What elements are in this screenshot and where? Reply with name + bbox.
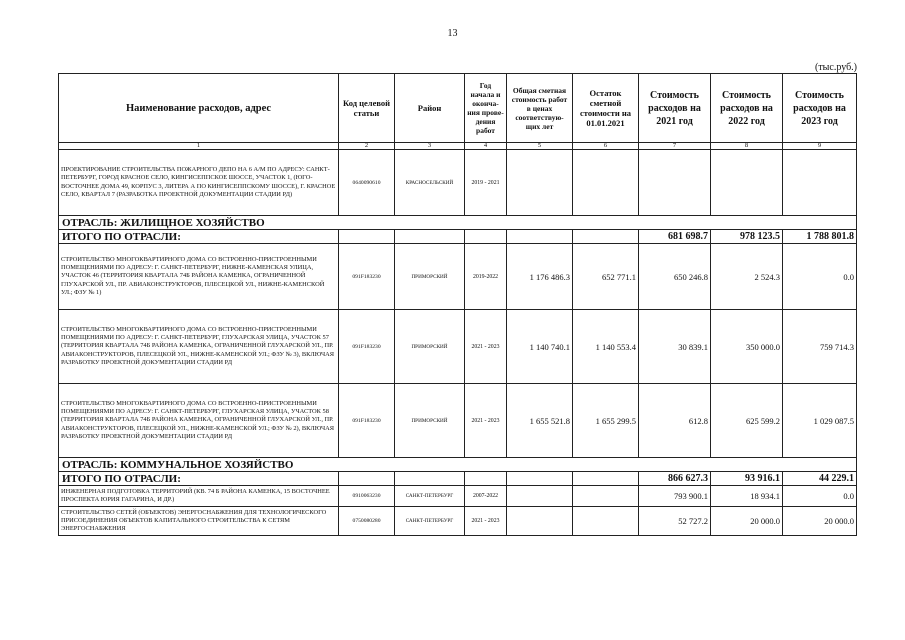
column-number: 2 (339, 143, 395, 150)
cost-2023: 0.0 (783, 244, 857, 310)
work-years: 2021 - 2023 (465, 507, 507, 536)
work-years: 2021 - 2023 (465, 384, 507, 458)
total-2023: 1 788 801.8 (783, 230, 857, 244)
total-cost: 1 176 486.3 (507, 244, 573, 310)
empty-cell (465, 472, 507, 486)
expense-name: ИНЖЕНЕРНАЯ ПОДГОТОВКА ТЕРРИТОРИЙ (КВ. 74 Б РАЙОНА КАМЕНКА, 15 ВОСТОЧНЕЕ ПРОСПЕКТА ЮРИЯ ГАГАРИНА, И ДР.) (59, 486, 339, 507)
cost-2021: 612.8 (639, 384, 711, 458)
column-number: 3 (395, 143, 465, 150)
expense-name: СТРОИТЕЛЬСТВО МНОГОКВАРТИРНОГО ДОМА СО ВСТРОЕННО-ПРИСТРОЕННЫМИ ПОМЕЩЕНИЯМИ ПО АДРЕСУ: Г. САНКТ-ПЕТЕРБУРГ, ГЛУХАРСКАЯ УЛИЦА, УЧАСТОК 58 (ТЕРРИТОРИЯ КВАРТАЛА 74Б РАЙОНА КАМЕНКА, ОГРАНИЧЕННОЙ ГЛУХАРСКОЙ УЛ., ПР. АВИАКОНСТРУКТОРОВ, ПЛЕСЕЦКОЙ УЛ., НИЖНЕ-КАМЕНСКОЙ УЛ.; ФЗУ № 2), ВКЛЮЧАЯ РАЗРАБОТКУ ПРОЕКТНОЙ ДОКУМЕНТАЦИИ СТАДИИ РД (59, 384, 339, 458)
header-cost-2021: Стоимость расходов на 2021 год (639, 74, 711, 143)
table-row (59, 150, 857, 216)
total-cost (507, 150, 573, 216)
table-row (59, 310, 857, 384)
header-name: Наименование расходов, адрес (59, 74, 339, 143)
column-number: 8 (711, 143, 783, 150)
cost-2022: 350 000.0 (711, 310, 783, 384)
cost-2022: 2 524.3 (711, 244, 783, 310)
section-row (59, 216, 857, 230)
cost-2021 (639, 150, 711, 216)
cost-2023: 0.0 (783, 486, 857, 507)
total-cost (507, 507, 573, 536)
column-number: 4 (465, 143, 507, 150)
total-row (59, 472, 857, 486)
cost-2022: 625 599.2 (711, 384, 783, 458)
work-years: 2021 - 2023 (465, 310, 507, 384)
target-code: 091F183230 (339, 244, 395, 310)
cost-2022: 18 934.1 (711, 486, 783, 507)
total-2021: 681 698.7 (639, 230, 711, 244)
header-remaining: Остаток сметной стоимости на 01.01.2021 (573, 74, 639, 143)
cost-2022: 20 000.0 (711, 507, 783, 536)
empty-cell (573, 230, 639, 244)
work-years: 2019-2022 (465, 244, 507, 310)
expense-name: ПРОЕКТИРОВАНИЕ СТРОИТЕЛЬСТВА ПОЖАРНОГО ДЕПО НА 6 А/М ПО АДРЕСУ: САНКТ-ПЕТЕРБУРГ, ГОРОД КРАСНОЕ СЕЛО, КИНГИСЕППСКОЕ ШОССЕ, УЧАСТОК 1, (ЮГО-ВОСТОЧНЕЕ ДОМА 49, КОРПУС 3, ЛИТЕРА А ПО КИНГИСЕППСКОМУ ШОССЕ), Г. КРАСНОЕ СЕЛО, КВАРТАЛ 7 (РАЗРАБОТКА ПРОЕКТНОЙ ДОКУМЕНТАЦИИ СТАДИИ РД) (59, 150, 339, 216)
cost-2023: 759 714.3 (783, 310, 857, 384)
table-row (59, 486, 857, 507)
column-number: 9 (783, 143, 857, 150)
empty-cell (395, 472, 465, 486)
units-label: (тыс.руб.) (814, 62, 857, 73)
cost-2021: 793 900.1 (639, 486, 711, 507)
table-row (59, 384, 857, 458)
empty-cell (465, 230, 507, 244)
total-2023: 44 229.1 (783, 472, 857, 486)
target-code: 091F183230 (339, 310, 395, 384)
page-number: 13 (447, 28, 458, 39)
header-total-cost: Общая сметная стоимость работ в ценах соответствую-щих лет (507, 74, 573, 143)
district: САНКТ-ПЕТЕРБУРГ (395, 486, 465, 507)
total-row (59, 230, 857, 244)
expense-name: СТРОИТЕЛЬСТВО МНОГОКВАРТИРНОГО ДОМА СО ВСТРОЕННО-ПРИСТРОЕННЫМИ ПОМЕЩЕНИЯМИ ПО АДРЕСУ: Г. САНКТ-ПЕТЕРБУРГ, НИЖНЕ-КАМЕНСКАЯ УЛИЦА, УЧАСТОК 46 (ТЕРРИТОРИЯ КВАРТАЛА 74Б РАЙОНА КАМЕНКА, ОГРАНИЧЕННОЙ ГЛУХАРСКОЙ УЛ., ПР. АВИАКОНСТРУКТОРОВ, ПЛЕСЕЦКОЙ УЛ., НИЖНЕ-КАМЕНСКОЙ УЛ.; ФЗУ № 1) (59, 244, 339, 310)
header-row (59, 74, 857, 143)
section-title: ОТРАСЛЬ: КОММУНАЛЬНОЕ ХОЗЯЙСТВО (59, 458, 857, 472)
remaining-cost (573, 486, 639, 507)
table-row (59, 507, 857, 536)
total-cost: 1 140 740.1 (507, 310, 573, 384)
district: САНКТ-ПЕТЕРБУРГ (395, 507, 465, 536)
section-row (59, 458, 857, 472)
empty-cell (507, 472, 573, 486)
remaining-cost (573, 150, 639, 216)
target-code: 0750080280 (339, 507, 395, 536)
column-number: 6 (573, 143, 639, 150)
total-2022: 978 123.5 (711, 230, 783, 244)
total-label: ИТОГО ПО ОТРАСЛИ: (59, 230, 339, 244)
remaining-cost (573, 507, 639, 536)
district: ПРИМОРСКИЙ (395, 384, 465, 458)
empty-cell (339, 230, 395, 244)
remaining-cost: 652 771.1 (573, 244, 639, 310)
remaining-cost: 1 140 553.4 (573, 310, 639, 384)
total-label: ИТОГО ПО ОТРАСЛИ: (59, 472, 339, 486)
remaining-cost: 1 655 299.5 (573, 384, 639, 458)
header-code: Код целевой статьи (339, 74, 395, 143)
target-code: 0640090610 (339, 150, 395, 216)
cost-2023 (783, 150, 857, 216)
cost-2021: 52 727.2 (639, 507, 711, 536)
section-title: ОТРАСЛЬ: ЖИЛИЩНОЕ ХОЗЯЙСТВО (59, 216, 857, 230)
expense-name: СТРОИТЕЛЬСТВО МНОГОКВАРТИРНОГО ДОМА СО ВСТРОЕННО-ПРИСТРОЕННЫМИ ПОМЕЩЕНИЯМИ ПО АДРЕСУ: Г. САНКТ-ПЕТЕРБУРГ, ГЛУХАРСКАЯ УЛИЦА, УЧАСТОК 57 (ТЕРРИТОРИЯ КВАРТАЛА 74Б РАЙОНА КАМЕНКА, ОГРАНИЧЕННОЙ ГЛУХАРСКОЙ УЛ., ПР. АВИАКОНСТРУКТОРОВ, ПЛЕСЕЦКОЙ УЛ., НИЖНЕ-КАМЕНСКОЙ УЛ.; ФЗУ № 3), ВКЛЮЧАЯ РАЗРАБОТКУ ПРОЕКТНОЙ ДОКУМЕНТАЦИИ СТАДИИ РД (59, 310, 339, 384)
cost-2023: 1 029 087.5 (783, 384, 857, 458)
header-cost-2022: Стоимость расходов на 2022 год (711, 74, 783, 143)
header-district: Район (395, 74, 465, 143)
column-number: 7 (639, 143, 711, 150)
column-number: 5 (507, 143, 573, 150)
work-years: 2019 - 2021 (465, 150, 507, 216)
cost-2021: 650 246.8 (639, 244, 711, 310)
cost-2022 (711, 150, 783, 216)
empty-cell (507, 230, 573, 244)
target-code: 091F183230 (339, 384, 395, 458)
header-cost-2023: Стоимость расходов на 2023 год (783, 74, 857, 143)
column-number-row (59, 143, 857, 150)
empty-cell (339, 472, 395, 486)
table-row (59, 244, 857, 310)
header-years: Год начала и оконча-ния прове-дения работ (465, 74, 507, 143)
budget-table (58, 73, 857, 536)
cost-2021: 30 839.1 (639, 310, 711, 384)
total-cost: 1 655 521.8 (507, 384, 573, 458)
cost-2023: 20 000.0 (783, 507, 857, 536)
district: ПРИМОРСКИЙ (395, 244, 465, 310)
total-cost (507, 486, 573, 507)
district: ПРИМОРСКИЙ (395, 310, 465, 384)
empty-cell (573, 472, 639, 486)
district: КРАСНОСЕЛЬСКИЙ (395, 150, 465, 216)
total-2022: 93 916.1 (711, 472, 783, 486)
target-code: 0910063230 (339, 486, 395, 507)
column-number: 1 (59, 143, 339, 150)
total-2021: 866 627.3 (639, 472, 711, 486)
expense-name: СТРОИТЕЛЬСТВО СЕТЕЙ (ОБЪЕКТОВ) ЭНЕРГОСНАБЖЕНИЯ ДЛЯ ТЕХНОЛОГИЧЕСКОГО ПРИСОЕДИНЕНИЯ ОБЪЕКТОВ КАПИТАЛЬНОГО СТРОИТЕЛЬСТВА К СЕТЯМ ЭНЕРГОСНАБЖЕНИЯ (59, 507, 339, 536)
work-years: 2007-2022 (465, 486, 507, 507)
empty-cell (395, 230, 465, 244)
